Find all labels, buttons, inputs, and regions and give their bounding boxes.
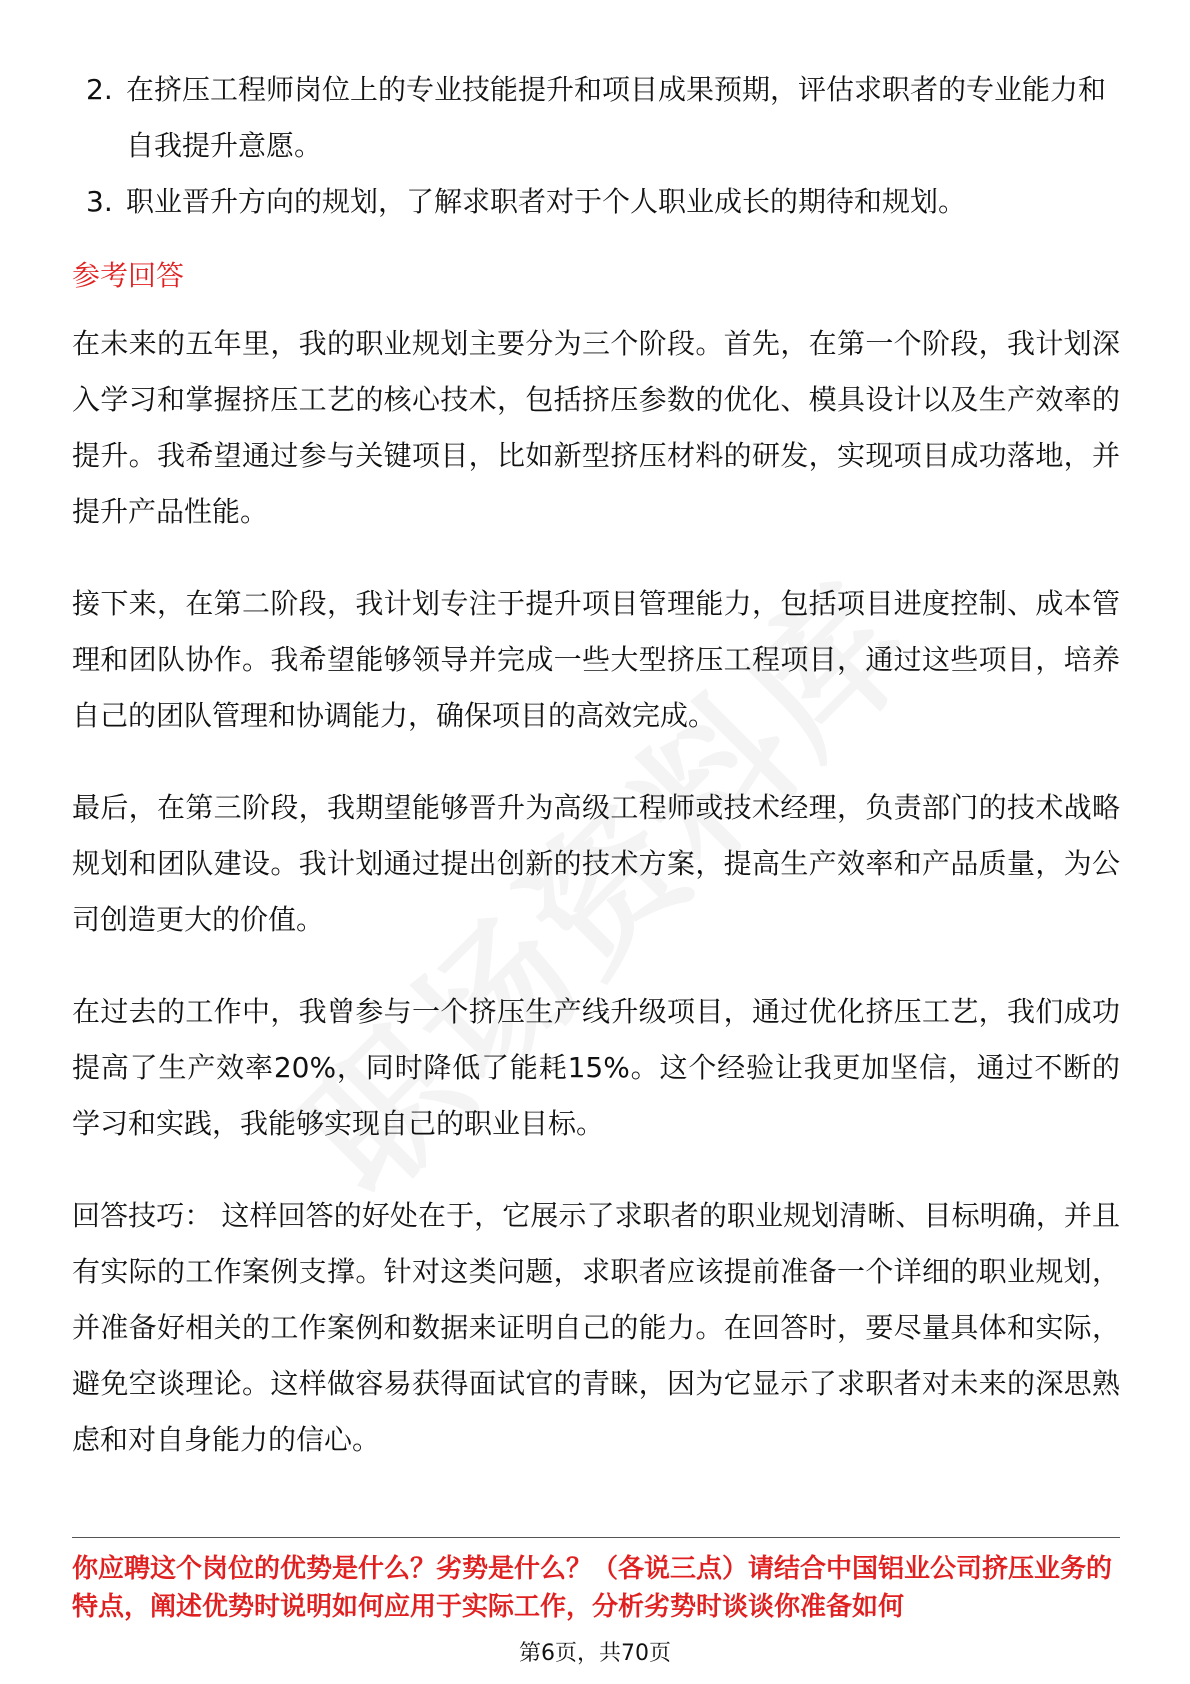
divider (72, 1537, 1120, 1538)
paragraph: 回答技巧： 这样回答的好处在于，它展示了求职者的职业规划清晰、目标明确，并且有实际的工作案例支撑。针对这类问题，求职者应该提前准备一个详细的职业规划，并准备好相关的工作案例和数据来证明自己的能力。在回答时，要尽量具体和实际，避免空谈理论。这样做容易获得面试官的青睐，因为它显示了求职者对未来的深思熟虑和对自身能力的信心。 (72, 1199, 1120, 1456)
paragraph: 最后，在第三阶段，我期望能够晋升为高级工程师或技术经理，负责部门的技术战略规划和团队建设。我计划通过提出创新的技术方案，提高生产效率和产品质量，为公司创造更大的价值。 (72, 791, 1120, 936)
list-item (72, 174, 1120, 230)
page-content (72, 62, 1120, 1504)
paragraph: 接下来，在第二阶段，我计划专注于提升项目管理能力，包括项目进度控制、成本管理和团队协作。我希望能够领导并完成一些大型挤压工程项目，通过这些项目，培养自己的团队管理和协调能力，确保项目的高效完成。 (72, 587, 1120, 732)
criteria-list (72, 62, 1120, 230)
list-item-number: 2. (86, 73, 113, 106)
list-item (72, 62, 1120, 174)
next-question-heading: 你应聘这个岗位的优势是什么？劣势是什么？（各说三点）请结合中国铝业公司挤压业务的特点，阐述优势时说明如何应用于实际工作，分析劣势时谈谈你准备如何 (72, 1554, 1113, 1622)
list-item-text: 职业晋升方向的规划，了解求职者对于个人职业成长的期待和规划。 (126, 185, 967, 218)
paragraph: 在过去的工作中，我曾参与一个挤压生产线升级项目，通过优化挤压工艺，我们成功提高了生产效率20%，同时降低了能耗15%。这个经验让我更加坚信，通过不断的学习和实践，我能够实现自己的职业目标。 (72, 995, 1120, 1140)
list-item-text: 在挤压工程师岗位上的专业技能提升和项目成果预期，评估求职者的专业能力和自我提升意愿。 (126, 73, 1107, 162)
list-item-number: 3. (86, 185, 113, 218)
paragraph: 在未来的五年里，我的职业规划主要分为三个阶段。首先，在第一个阶段，我计划深入学习和掌握挤压工艺的核心技术，包括挤压参数的优化、模具设计以及生产效率的提升。我希望通过参与关键项目，比如新型挤压材料的研发，实现项目成功落地，并提升产品性能。 (72, 327, 1120, 528)
page-number: 第6页，共70页 (519, 1641, 671, 1666)
section-title: 参考回答 (72, 259, 185, 292)
